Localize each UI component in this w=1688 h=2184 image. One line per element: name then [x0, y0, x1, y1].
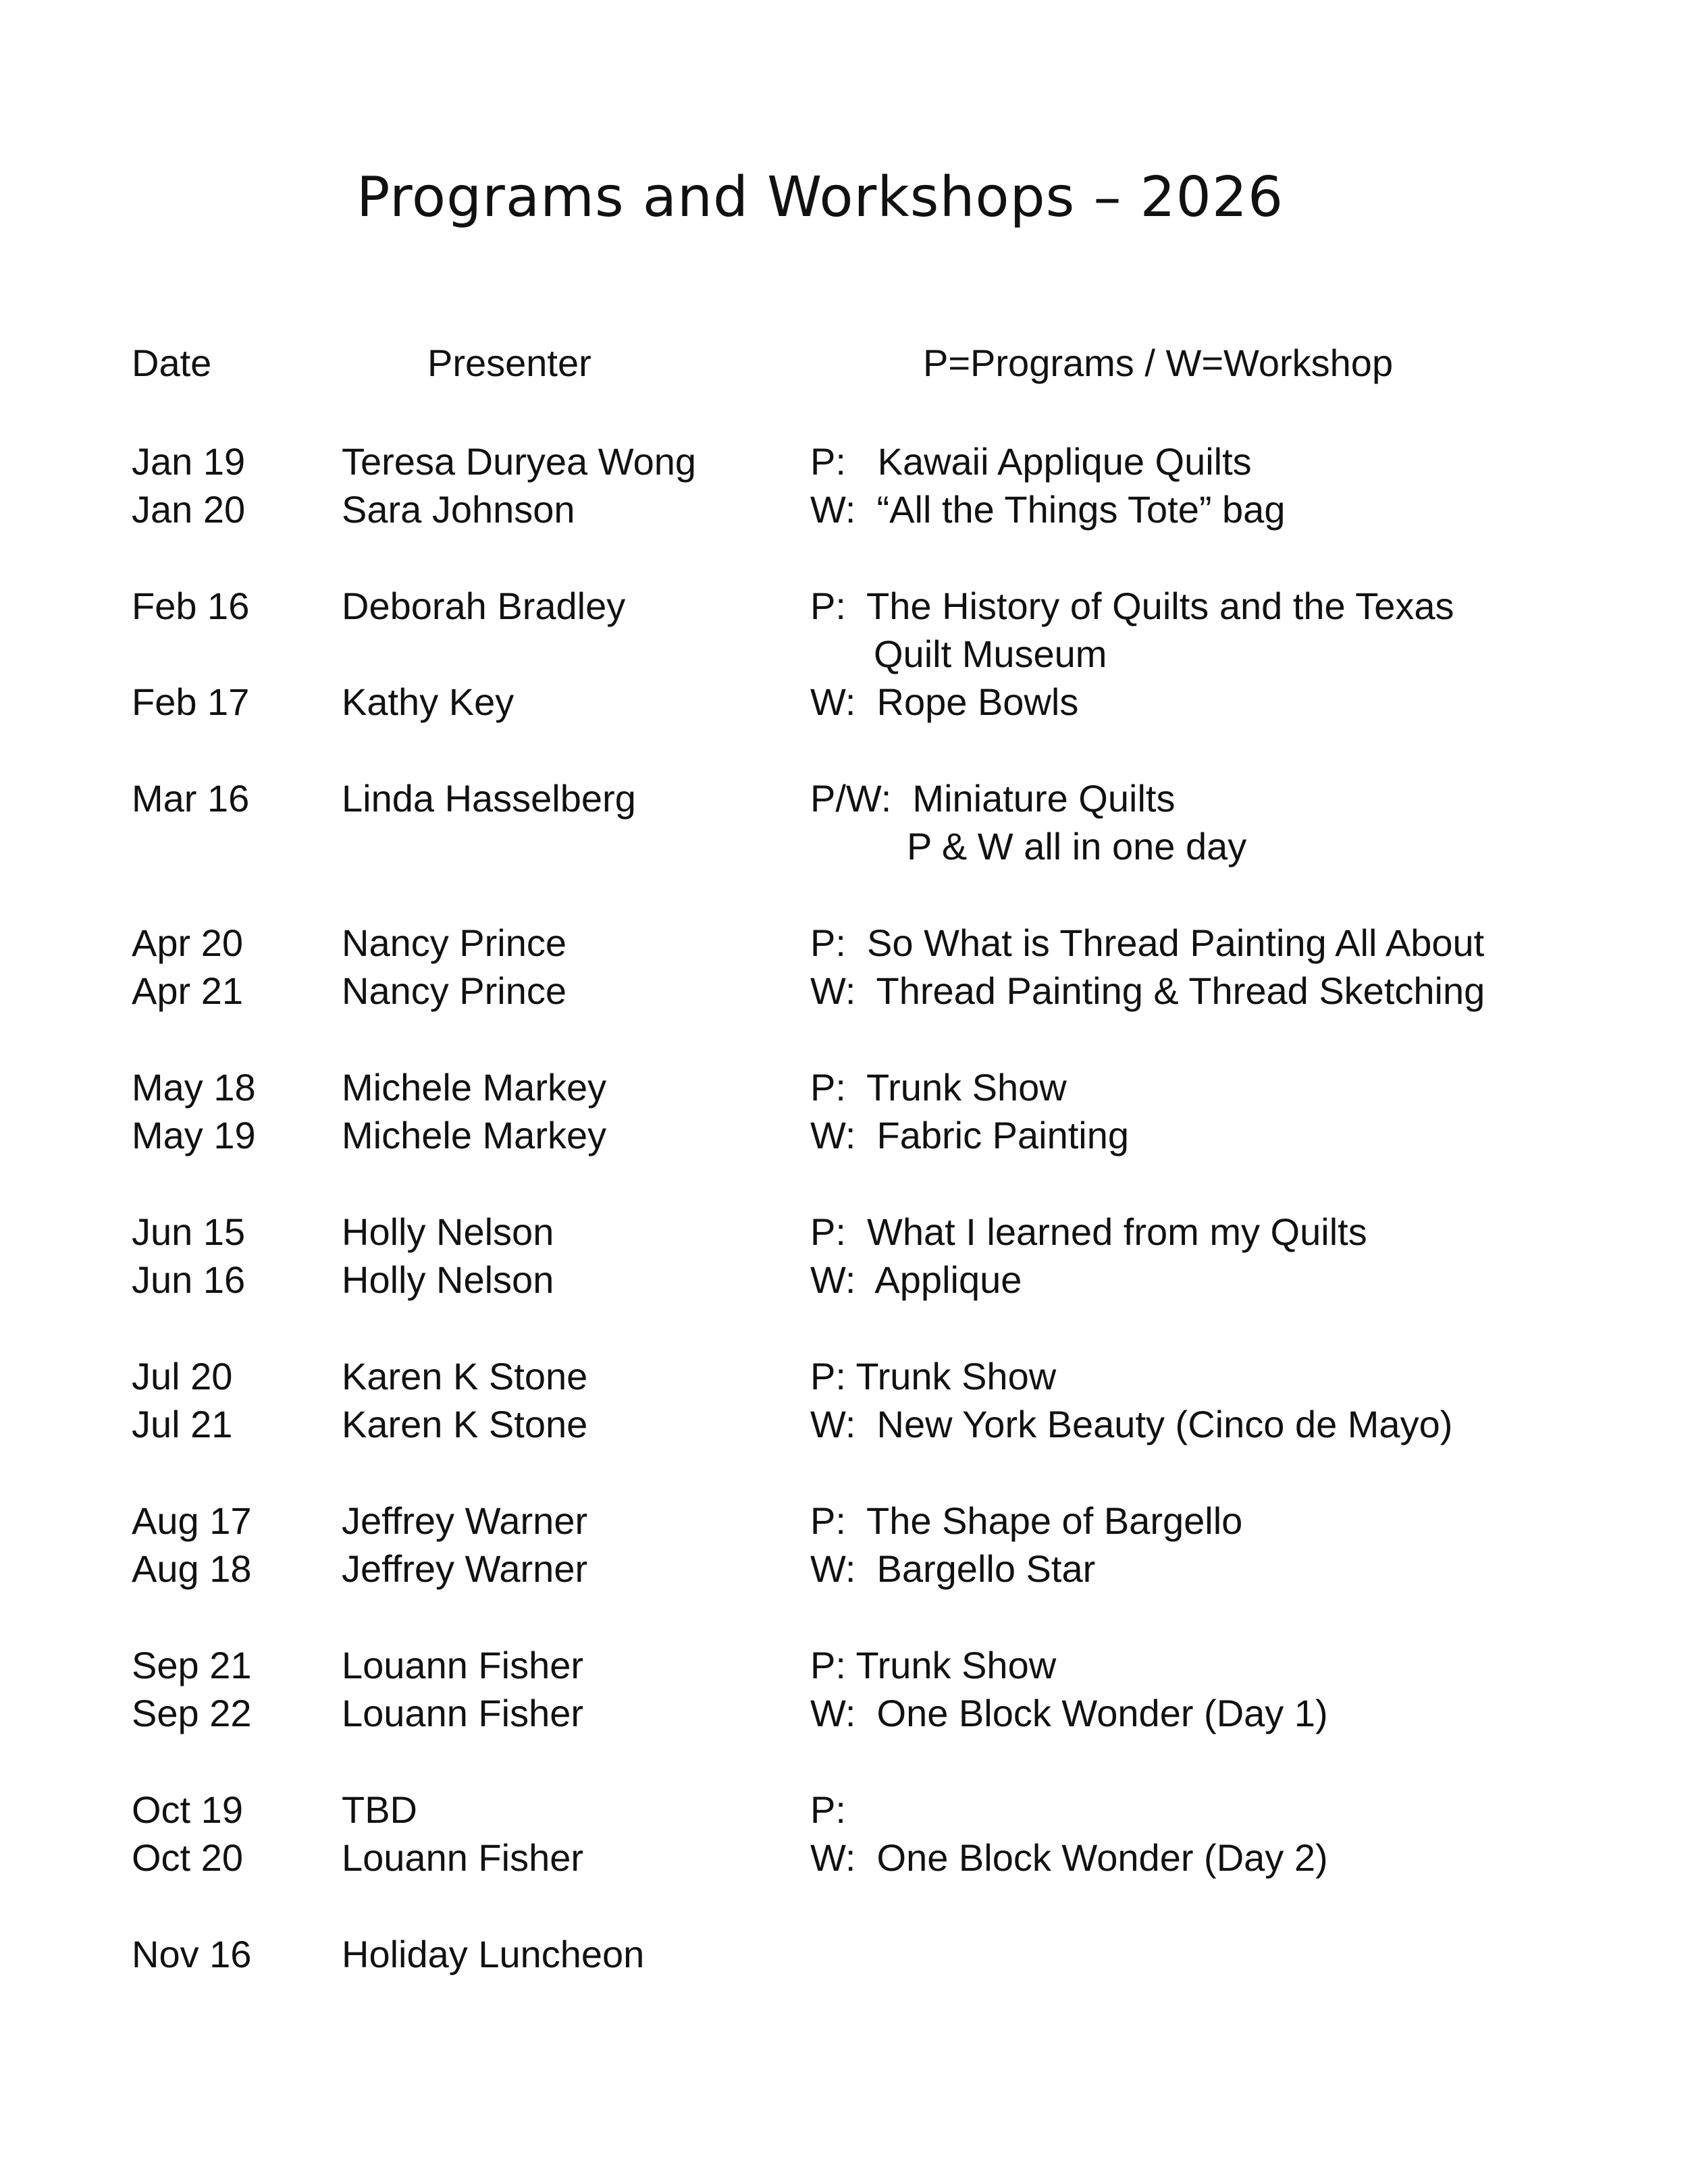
row-presenter: Holly Nelson [342, 1210, 554, 1253]
row-presenter: TBD [342, 1788, 417, 1831]
schedule-row [0, 437, 1688, 486]
row-presenter: Louann Fisher [342, 1644, 584, 1686]
row-event: P: Trunk Show [810, 1066, 1067, 1109]
row-event: P/W: Miniature Quilts [810, 777, 1176, 820]
row-presenter: Michele Markey [342, 1114, 607, 1156]
row-date: May 19 [132, 1114, 256, 1156]
row-event: W: Fabric Painting [810, 1114, 1130, 1156]
row-presenter: Holly Nelson [342, 1258, 554, 1301]
schedule-row [0, 774, 1688, 823]
row-event: W: “All the Things Tote” bag [810, 488, 1286, 531]
schedule-row [0, 1786, 1688, 1834]
schedule-row [0, 1256, 1688, 1304]
row-event: W: Applique [810, 1258, 1022, 1301]
row-date: Jun 16 [132, 1258, 246, 1301]
row-presenter: Holiday Luncheon [342, 1933, 645, 1975]
schedule-row [0, 1400, 1688, 1449]
row-event: P: The Shape of Bargello [810, 1499, 1243, 1542]
schedule-row-continuation [0, 822, 1688, 871]
schedule-row-continuation [0, 630, 1688, 678]
row-event: W: Rope Bowls [810, 681, 1079, 723]
row-presenter: Michele Markey [342, 1066, 607, 1109]
schedule-row [0, 1063, 1688, 1112]
row-event-continuation: P & W all in one day [907, 825, 1247, 868]
row-date: Feb 17 [132, 681, 250, 723]
schedule-row [0, 582, 1688, 631]
row-event: P: So What is Thread Painting All About [810, 922, 1485, 964]
row-presenter: Kathy Key [342, 681, 515, 723]
row-date: Jun 15 [132, 1210, 246, 1253]
schedule-row [0, 1641, 1688, 1690]
column-header-date: Date [132, 342, 212, 384]
row-date: Jan 19 [132, 440, 246, 483]
row-date: Sep 21 [132, 1644, 252, 1686]
schedule-row [0, 967, 1688, 1015]
row-presenter: Nancy Prince [342, 922, 567, 964]
row-presenter: Jeffrey Warner [342, 1547, 588, 1590]
row-event: P: Kawaii Applique Quilts [810, 440, 1252, 483]
row-presenter: Louann Fisher [342, 1692, 584, 1734]
schedule-row [0, 1208, 1688, 1256]
row-event: W: Bargello Star [810, 1547, 1096, 1590]
row-event: P: The History of Quilts and the Texas [810, 585, 1454, 627]
row-event: P: Trunk Show [810, 1355, 1057, 1397]
row-presenter: Linda Hasselberg [342, 777, 636, 820]
row-event: P: What I learned from my Quilts [810, 1210, 1367, 1253]
row-presenter: Karen K Stone [342, 1355, 588, 1397]
schedule-row [0, 1545, 1688, 1593]
row-date: Apr 21 [132, 969, 243, 1012]
schedule-row [0, 485, 1688, 534]
row-date: Jul 21 [132, 1403, 233, 1445]
schedule-row [0, 1689, 1688, 1738]
row-date: Jan 20 [132, 488, 246, 531]
row-date: Oct 19 [132, 1788, 243, 1831]
schedule-row [0, 919, 1688, 967]
row-date: Mar 16 [132, 777, 250, 820]
schedule-row [0, 1930, 1688, 1979]
row-event-continuation: Quilt Museum [874, 633, 1107, 675]
row-presenter: Louann Fisher [342, 1836, 584, 1879]
row-date: May 18 [132, 1066, 256, 1109]
page-title: Programs and Workshops – 2026 [357, 165, 1284, 230]
row-event: W: Thread Painting & Thread Sketching [810, 969, 1485, 1012]
row-event: W: One Block Wonder (Day 1) [810, 1692, 1328, 1734]
schedule-row [0, 1352, 1688, 1401]
row-presenter: Jeffrey Warner [342, 1499, 588, 1542]
row-date: Nov 16 [132, 1933, 252, 1975]
row-date: Feb 16 [132, 585, 250, 627]
column-header-type: P=Programs / W=Workshop [923, 342, 1394, 384]
row-date: Jul 20 [132, 1355, 233, 1397]
row-date: Apr 20 [132, 922, 243, 964]
column-header-presenter: Presenter [427, 342, 591, 384]
row-presenter: Karen K Stone [342, 1403, 588, 1445]
row-event: P: [810, 1788, 846, 1831]
row-event: W: One Block Wonder (Day 2) [810, 1836, 1328, 1879]
schedule-row [0, 1497, 1688, 1545]
row-presenter: Nancy Prince [342, 969, 567, 1012]
row-date: Sep 22 [132, 1692, 252, 1734]
schedule-row [0, 1834, 1688, 1882]
row-date: Aug 18 [132, 1547, 252, 1590]
schedule-row [0, 1111, 1688, 1160]
row-event: P: Trunk Show [810, 1644, 1057, 1686]
row-presenter: Teresa Duryea Wong [342, 440, 696, 483]
row-presenter: Sara Johnson [342, 488, 575, 531]
row-date: Oct 20 [132, 1836, 243, 1879]
row-event: W: New York Beauty (Cinco de Mayo) [810, 1403, 1453, 1445]
row-presenter: Deborah Bradley [342, 585, 626, 627]
schedule-row [0, 678, 1688, 726]
row-date: Aug 17 [132, 1499, 252, 1542]
